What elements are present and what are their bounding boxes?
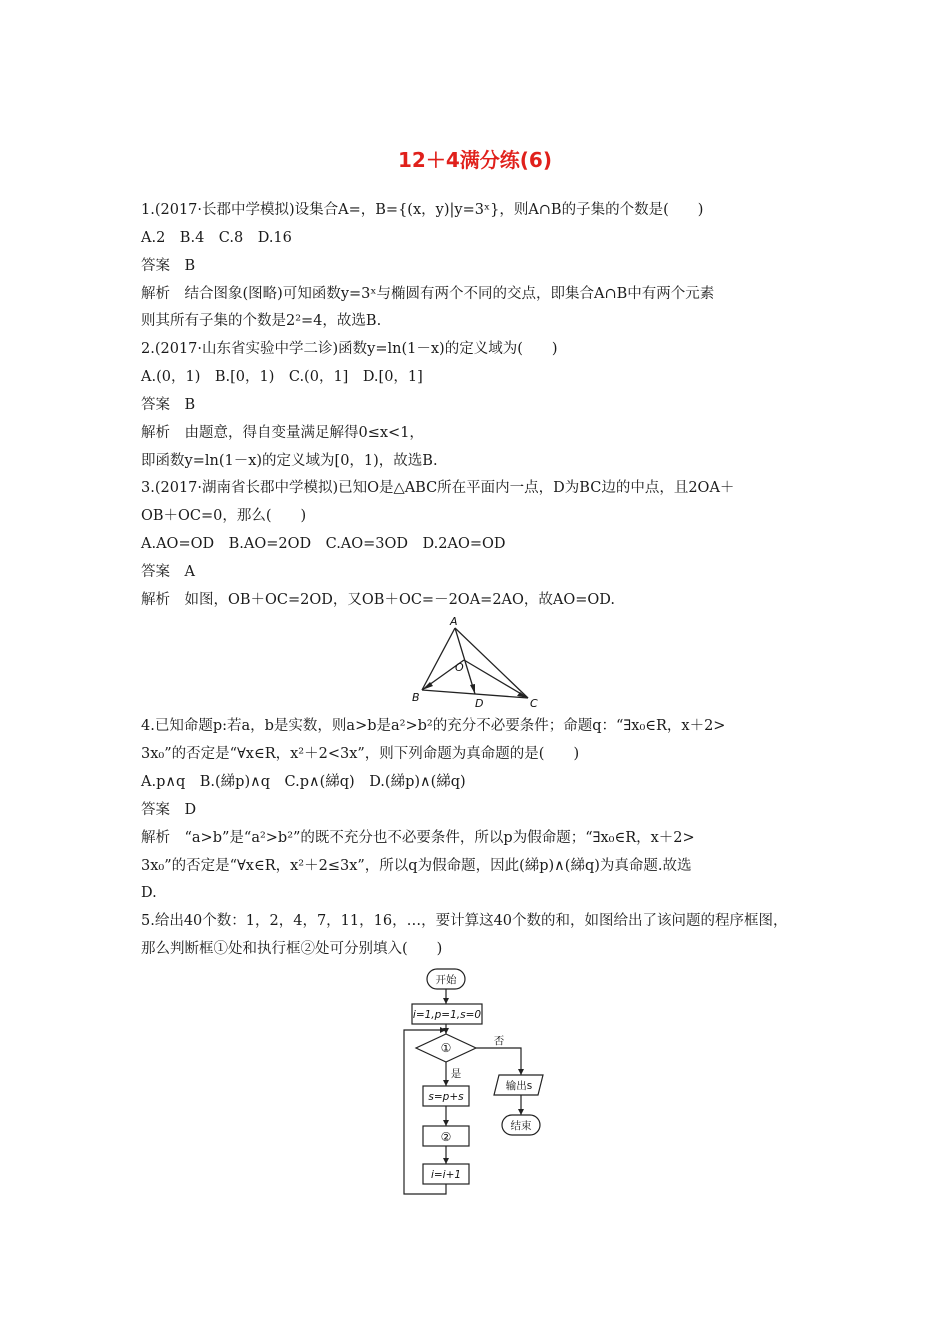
text-line: A.(0，1) B.[0，1) C.(0，1] D.[0，1] xyxy=(141,369,423,385)
text-line: 即函数y=ln(1－x)的定义域为[0，1)，故选B. xyxy=(141,453,438,469)
text-line: D. xyxy=(141,885,157,901)
arrow-d xyxy=(470,684,475,694)
text-line: 4.已知命题p:若a，b是实数，则a>b是a²>b²的充分不必要条件；命题q：“∃x₀∈R，x＋2> xyxy=(141,718,726,734)
text-line: A.p∧q B.(綈p)∧q C.p∧(綈q) D.(綈p)∧(綈q) xyxy=(141,774,466,790)
label-d: D xyxy=(475,697,484,710)
text-line: 解析 结合图象(图略)可知函数y=3ˣ与椭圆有两个不同的交点，即集合A∩B中有两个元素 xyxy=(141,286,715,302)
label-b: B xyxy=(412,691,420,704)
flow-yes-label: 是 xyxy=(450,1068,462,1080)
text-line: 解析 如图，OB＋OC=2OD，又OB＋OC=－2OA=2AO，故AO=OD. xyxy=(141,592,616,608)
text-line: 答案 B xyxy=(141,397,196,413)
text-line: OB＋OC=0，那么( ) xyxy=(141,508,307,524)
flow-step1-label: s=p+s xyxy=(428,1091,464,1103)
edge-ab xyxy=(422,628,455,690)
text-line: 那么判断框①处和执行框②处可分别填入( ) xyxy=(141,941,443,957)
text-line: 答案 D xyxy=(141,802,197,818)
flow-no-label: 否 xyxy=(493,1035,505,1047)
label-o: O xyxy=(455,661,464,674)
text-line: 解析 由题意，得自变量满足解得0≤x<1， xyxy=(141,425,424,441)
text-line: A.AO=OD B.AO=2OD C.AO=3OD D.2AO=OD xyxy=(141,536,506,552)
flow-start-label: 开始 xyxy=(435,974,457,986)
text-line: 答案 A xyxy=(141,564,195,580)
flowchart-diagram xyxy=(395,962,555,1202)
flow-init-label: i=1,p=1,s=0 xyxy=(412,1009,482,1021)
page-title: 12＋4满分练(6) xyxy=(398,148,552,172)
text-line: A.2 B.4 C.8 D.16 xyxy=(141,230,292,246)
text-line: 3.(2017·湖南省长郡中学模拟)已知O是△ABC所在平面内一点，D为BC边的中点，且2OA＋ xyxy=(141,480,735,496)
flow-end-label: 结束 xyxy=(510,1120,532,1132)
text-line: 解析 “a>b”是“a²>b²”的既不充分也不必要条件，所以p为假命题；“∃x₀∈R，x＋2> xyxy=(141,830,695,846)
text-line: 5.给出40个数：1，2，4，7，11，16，…，要计算这40个数的和，如图给出了该问题的程序框图， xyxy=(141,913,788,929)
text-line: 1.(2017·长郡中学模拟)设集合A=，B={(x，y)|y=3ˣ}，则A∩B的子集的个数是( ) xyxy=(141,202,704,218)
flow-condition-label: ① xyxy=(440,1041,452,1055)
flow-output-label: 输出s xyxy=(505,1080,533,1092)
text-line: 则其所有子集的个数是2²=4，故选B. xyxy=(141,313,382,329)
text-line: 3x₀”的否定是“∀x∈R，x²＋2<3x”，则下列命题为真命题的是( ) xyxy=(141,746,580,762)
text-line: 3x₀”的否定是“∀x∈R，x²＋2≤3x”，所以q为假命题，因此(綈p)∧(綈q)为真命题.故选 xyxy=(141,858,692,874)
text-line: 答案 B xyxy=(141,258,196,274)
segment-oc xyxy=(464,660,528,698)
flow-step3-label: i=i+1 xyxy=(430,1169,462,1181)
label-a: A xyxy=(450,615,458,628)
triangle-diagram xyxy=(405,615,555,710)
label-c: C xyxy=(530,697,538,710)
flow-step2-label: ② xyxy=(440,1130,452,1144)
text-line: 2.(2017·山东省实验中学二诊)函数y=ln(1－x)的定义域为( ) xyxy=(141,341,558,357)
